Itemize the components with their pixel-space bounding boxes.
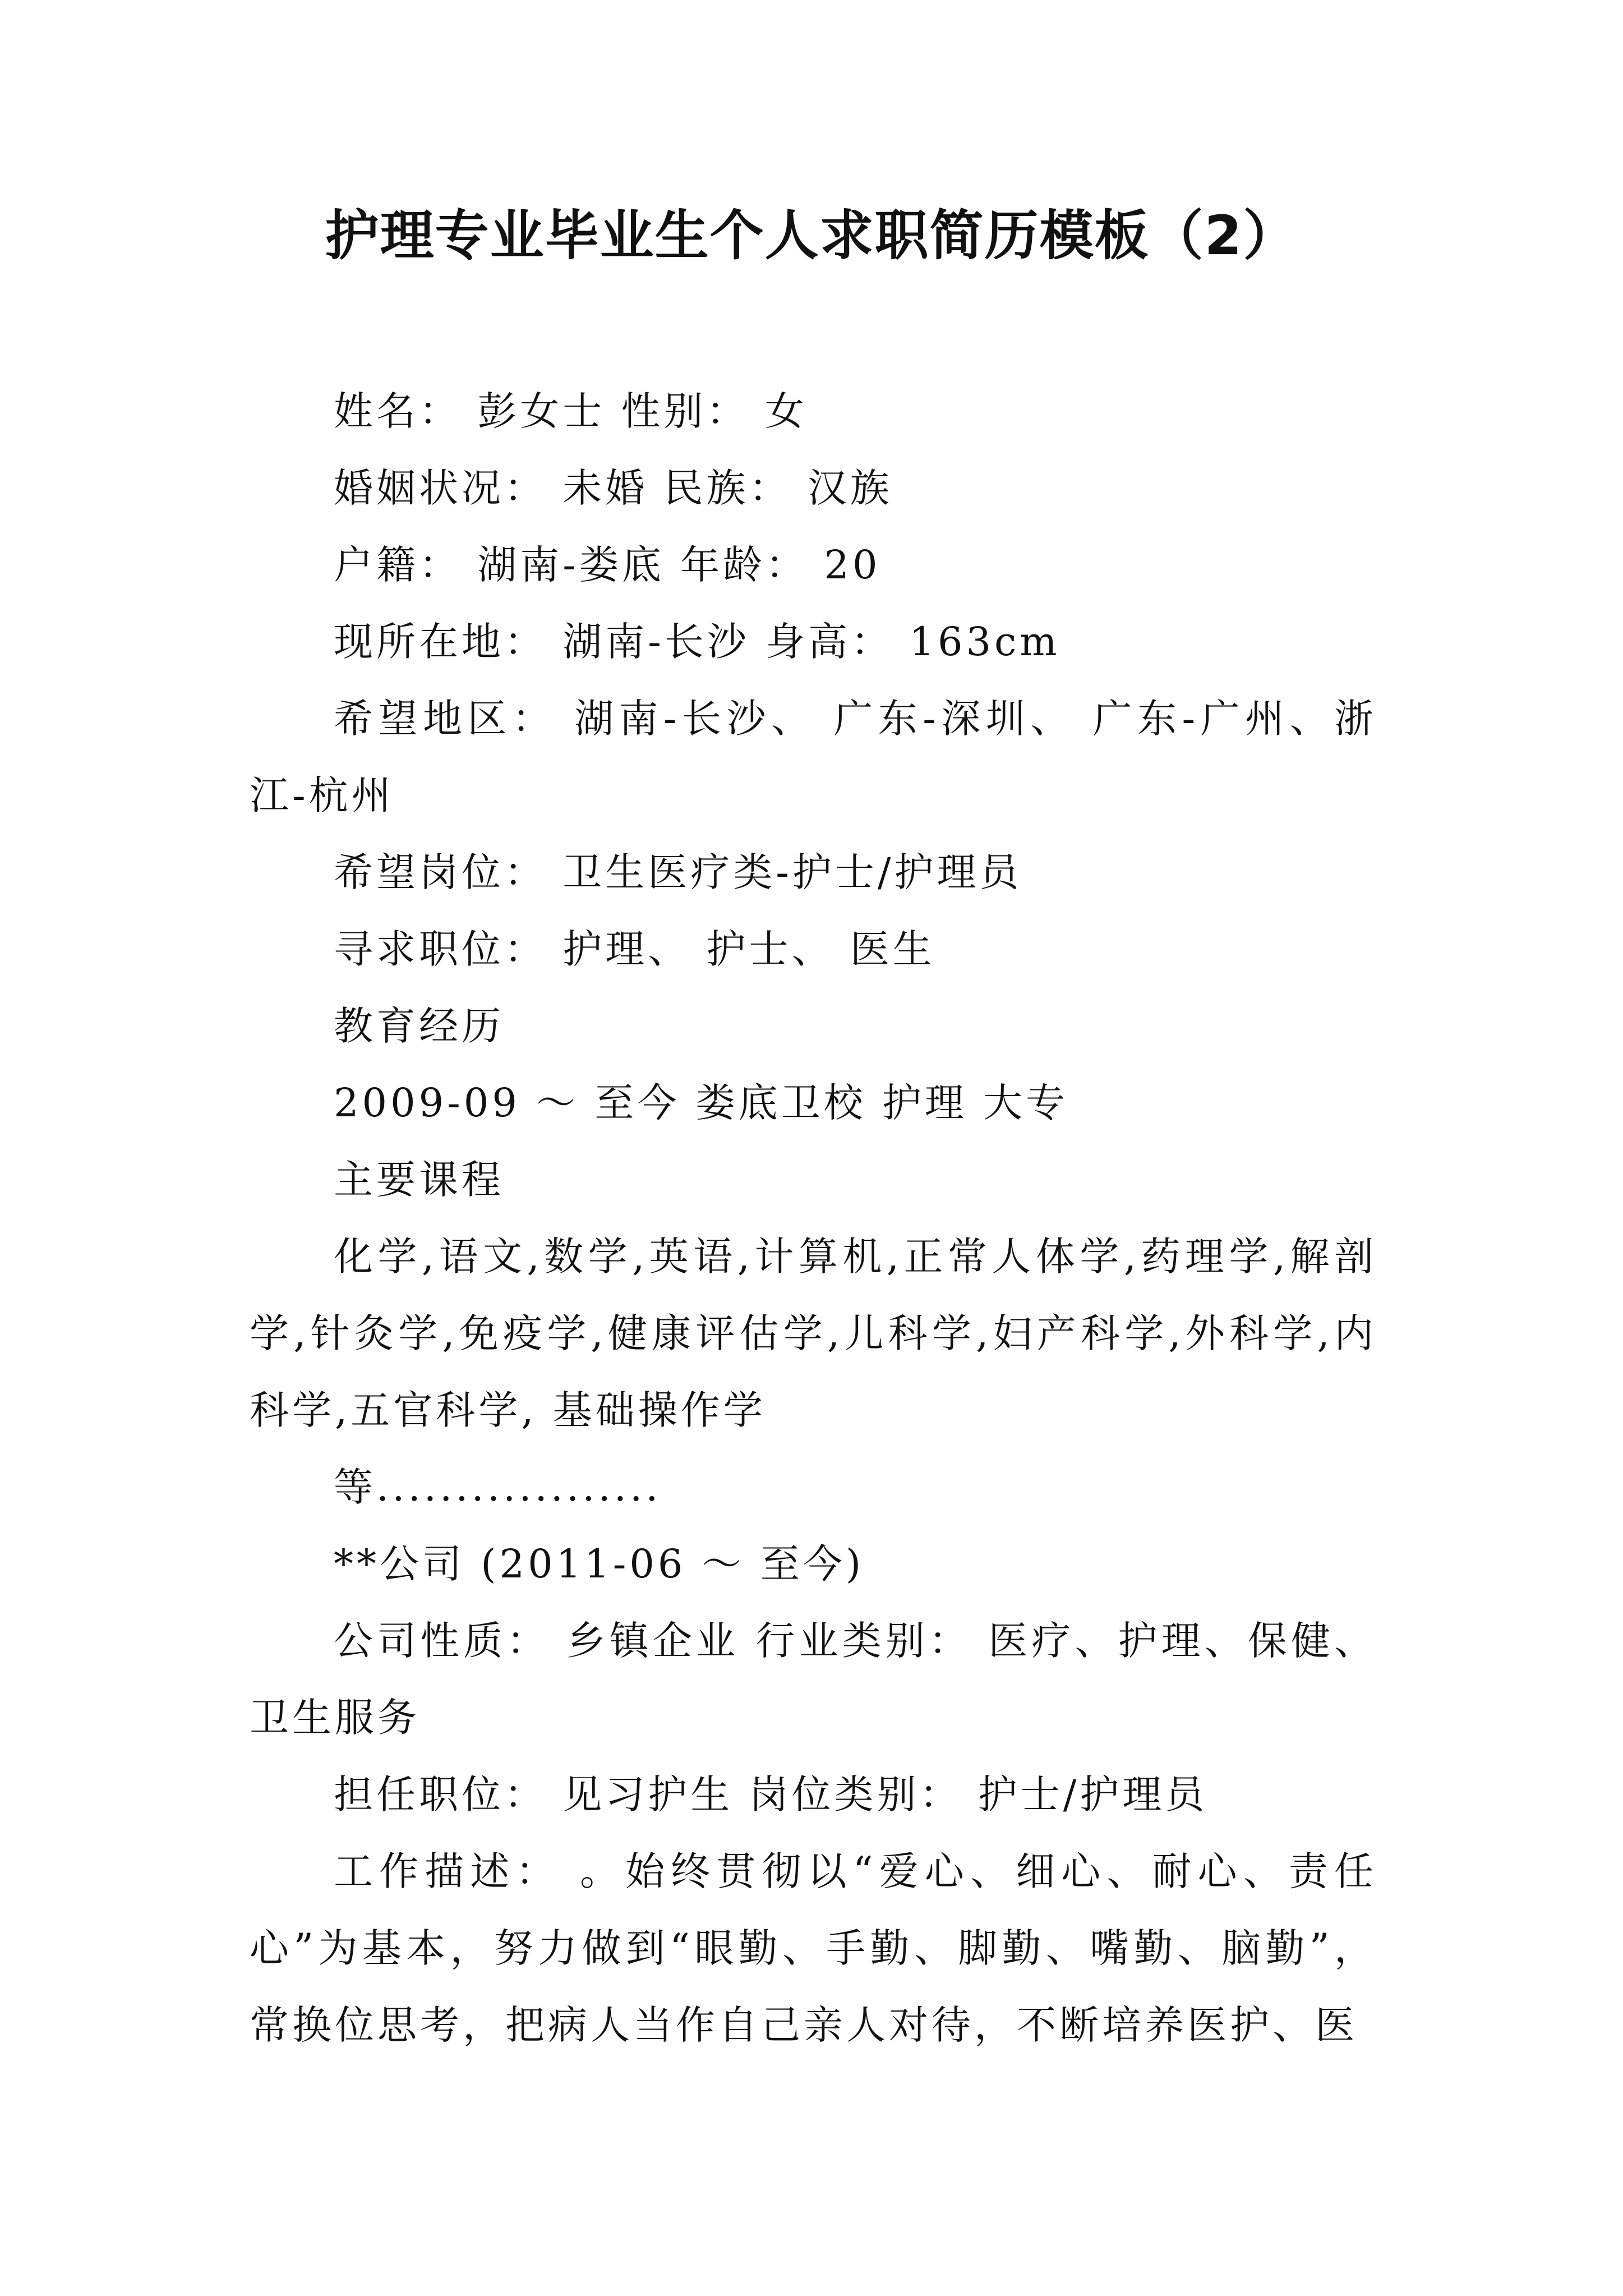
courses-list: 化学,语文,数学,英语,计算机,正常人体学,药理学,解剖学,针灸学,免疫学,健康评估学,儿科学,妇产科学,外科学,内科学,五官科学, 基础操作学	[250, 1234, 1377, 1433]
field-location-height: 现所在地： 湖南-长沙 身高： 163cm	[334, 619, 1061, 665]
work-description: 工作描述： 。始终贯彻以“爱心、细心、耐心、责任心”为基本，努力做到“眼勤、手勤、脚勤、嘴勤、脑勤”，常换位思考，把病人当作自己亲人对待，不断培养医护、医	[250, 1848, 1377, 2048]
section-heading-education: 教育经历	[334, 1003, 504, 1049]
field-name-gender: 姓名： 彭女士 性别： 女	[334, 388, 808, 434]
document-title: 护理专业毕业生个人求职简历模板（2）	[325, 204, 1298, 267]
field-desired-post: 希望岗位： 卫生医疗类-护士/护理员	[334, 849, 1022, 895]
field-marital-ethnicity: 婚姻状况： 未婚 民族： 汉族	[334, 465, 893, 511]
document-body	[250, 373, 1377, 2064]
courses-etc: 等..................	[334, 1464, 662, 1510]
field-seeking-position: 寻求职位： 护理、 护士、 医生	[334, 926, 935, 972]
work-position: 担任职位： 见习护生 岗位类别： 护士/护理员	[334, 1772, 1208, 1818]
field-hukou-age: 户籍： 湖南-娄底 年龄： 20	[334, 542, 881, 588]
education-entry: 2009-09 ～ 至今 娄底卫校 护理 大专	[334, 1080, 1069, 1126]
work-company-heading: **公司 (2011-06 ～ 至今)	[334, 1541, 865, 1587]
section-heading-courses: 主要课程	[334, 1157, 504, 1203]
work-company-type: 公司性质： 乡镇企业 行业类别： 医疗、护理、保健、卫生服务	[250, 1618, 1377, 1741]
field-desired-regions: 希望地区： 湖南-长沙、 广东-深圳、 广东-广州、浙江-杭州	[250, 696, 1377, 818]
